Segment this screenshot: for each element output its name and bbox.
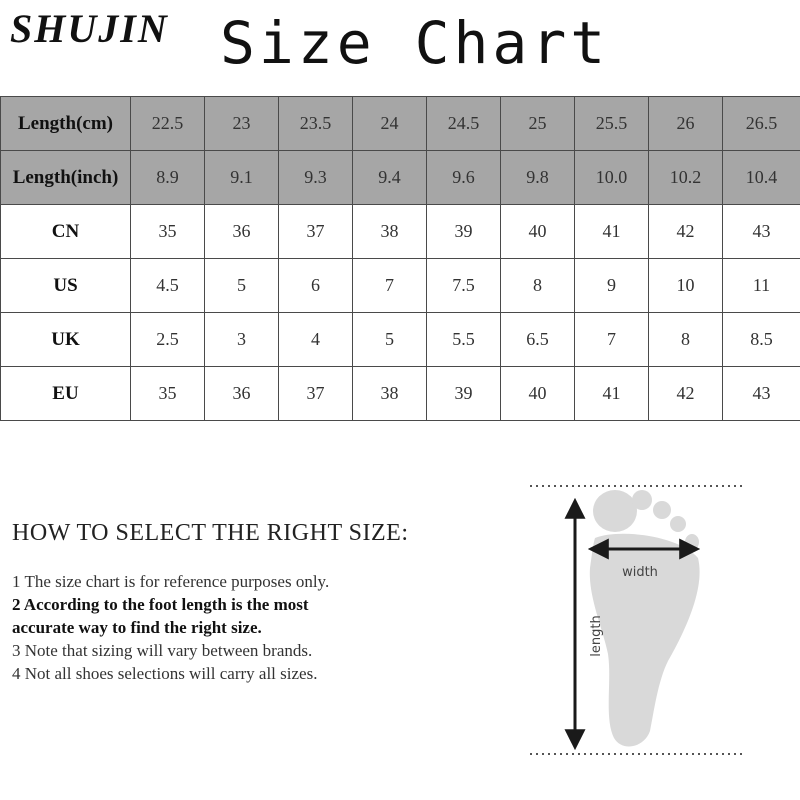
table-row [1,367,800,421]
table-cell: 25 [501,97,575,151]
table-cell: 35 [131,367,205,421]
table-cell: 5.5 [427,313,501,367]
table-cell: 8.5 [723,313,800,367]
width-label: width [622,565,658,580]
row-label: Length(cm) [1,97,131,151]
table-cell: 26 [649,97,723,151]
table-cell: 36 [205,367,279,421]
table-cell: 37 [279,367,353,421]
table-cell: 41 [575,367,649,421]
table-cell: 9 [575,259,649,313]
table-cell: 40 [501,205,575,259]
table-cell: 8.9 [131,151,205,205]
table-cell: 24 [353,97,427,151]
table-cell: 23.5 [279,97,353,151]
table-row [1,313,800,367]
note-line-4: 4 Not all shoes selections will carry all sizes. [12,664,318,683]
table-cell: 43 [723,367,800,421]
table-cell: 42 [649,367,723,421]
note-line-2: 2 According to the foot length is the most [12,595,309,614]
size-notes [12,570,492,685]
table-row [1,97,800,151]
row-label: US [1,259,131,313]
table-cell: 8 [501,259,575,313]
table-cell: 9.8 [501,151,575,205]
table-cell: 7 [353,259,427,313]
table-cell: 37 [279,205,353,259]
table-cell: 40 [501,367,575,421]
table-cell: 22.5 [131,97,205,151]
table-cell: 3 [205,313,279,367]
table-cell: 9.1 [205,151,279,205]
table-cell: 38 [353,367,427,421]
note-line-3: 3 Note that sizing will vary between brands. [12,641,313,660]
table-cell: 10.0 [575,151,649,205]
table-cell: 9.6 [427,151,501,205]
note-line-2-continued: accurate way to find the right size. [12,618,262,637]
note-line-1: 1 The size chart is for reference purposes only. [12,572,330,591]
foot-silhouette-icon [590,490,700,746]
table-cell: 25.5 [575,97,649,151]
row-label: EU [1,367,131,421]
table-row [1,259,800,313]
table-cell: 24.5 [427,97,501,151]
table-cell: 10 [649,259,723,313]
table-cell: 39 [427,205,501,259]
table-cell: 39 [427,367,501,421]
table-cell: 9.4 [353,151,427,205]
table-cell: 11 [723,259,800,313]
size-chart-table [0,96,800,421]
table-cell: 41 [575,205,649,259]
table-cell: 5 [205,259,279,313]
table-cell: 42 [649,205,723,259]
table-cell: 23 [205,97,279,151]
brand-logo: SHUJIN [10,6,169,51]
table-cell: 5 [353,313,427,367]
table-row [1,205,800,259]
row-label: Length(inch) [1,151,131,205]
row-label: CN [1,205,131,259]
table-cell: 10.4 [723,151,800,205]
table-cell: 9.3 [279,151,353,205]
table-cell: 2.5 [131,313,205,367]
table-cell: 26.5 [723,97,800,151]
table-cell: 10.2 [649,151,723,205]
table-cell: 4.5 [131,259,205,313]
row-label: UK [1,313,131,367]
page-title: Size Chart [220,9,610,77]
table-cell: 38 [353,205,427,259]
table-cell: 36 [205,205,279,259]
table-cell: 6 [279,259,353,313]
table-cell: 8 [649,313,723,367]
table-cell: 43 [723,205,800,259]
table-cell: 4 [279,313,353,367]
table-cell: 6.5 [501,313,575,367]
table-cell: 7 [575,313,649,367]
table-cell: 7.5 [427,259,501,313]
how-to-heading: HOW TO SELECT THE RIGHT SIZE: [12,520,409,546]
foot-measurement-diagram [520,476,750,766]
table-cell: 35 [131,205,205,259]
length-label: length [589,615,604,657]
table-row [1,151,800,205]
